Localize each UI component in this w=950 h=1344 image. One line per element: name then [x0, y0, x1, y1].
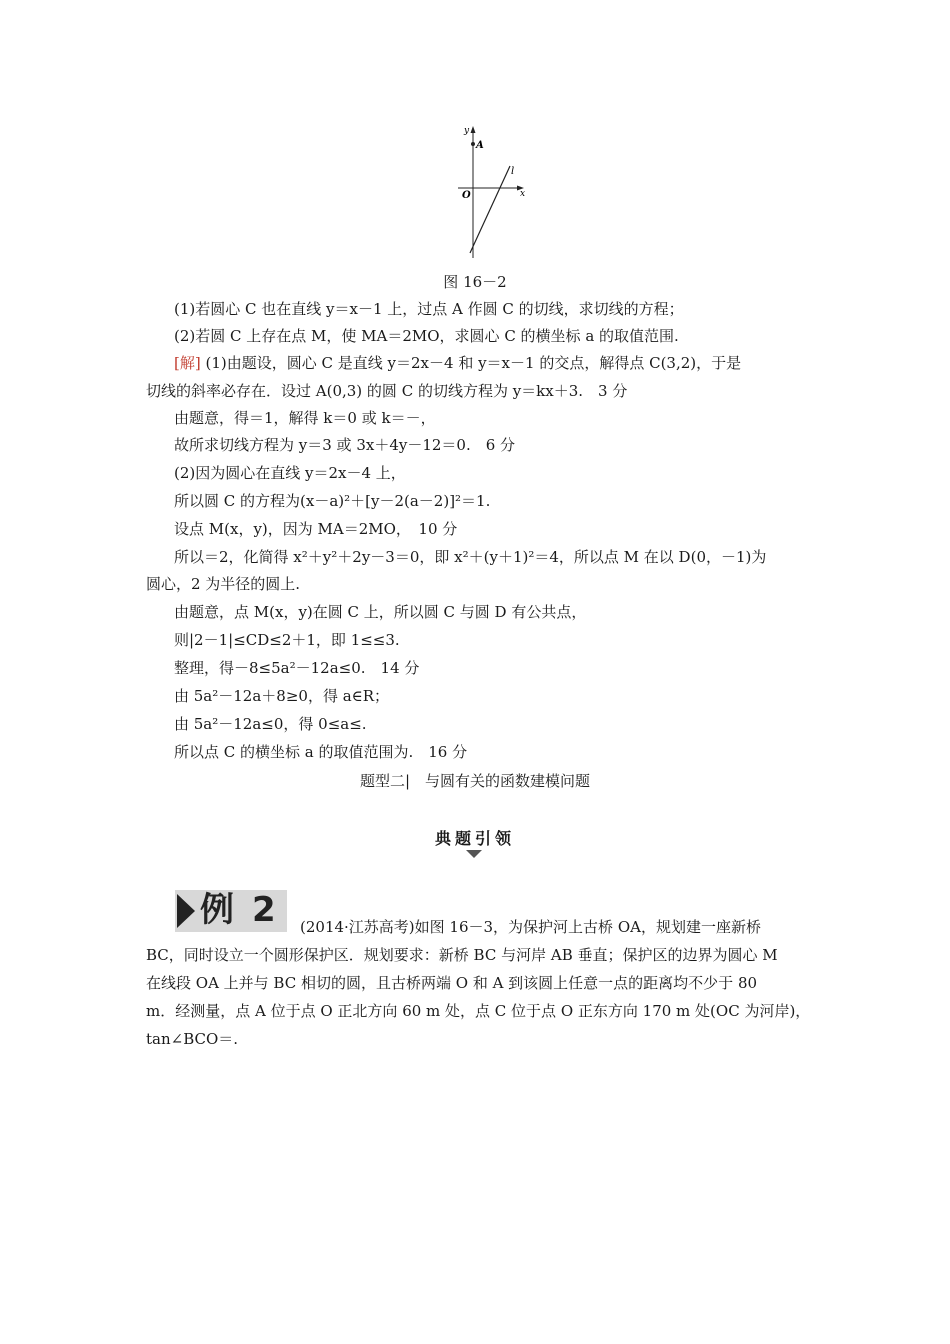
example-line: m．经测量，点 A 位于点 O 正北方向 60 m 处，点 C 位于点 O 正东方向 170 m 处(OC 为河岸)， — [146, 1002, 811, 1020]
text-line: 由 5a²－12a＋8≥0，得 a∈R； — [174, 687, 390, 705]
origin-label: O — [462, 190, 471, 201]
text-line: 所以圆 C 的方程为(x－a)²＋[y－2(a－2)]²＝1. — [174, 492, 491, 510]
example-line: (2014·江苏高考)如图 16－3，为保护河上古桥 OA，规划建一座新桥 — [300, 918, 761, 936]
solution-text: (1)由题设，圆心 C 是直线 y＝2x－4 和 y＝x－1 的交点，解得点 C(3,2)，于是 — [205, 354, 742, 372]
question-2: (2)若圆 C 上存在点 M，使 MA＝2MO，求圆心 C 的横坐标 a 的取值范围. — [174, 327, 679, 345]
coordinate-figure — [440, 118, 540, 268]
play-arrow-icon — [177, 894, 195, 928]
text-line: (2)因为圆心在直线 y＝2x－4 上， — [174, 464, 406, 482]
line-l — [470, 166, 510, 253]
solution-line — [174, 352, 741, 374]
example-line: BC，同时设立一个圆形保护区．规划要求：新桥 BC 与河岸 AB 垂直；保护区的边界为圆心 M — [146, 946, 778, 964]
figure-caption: 图 16－2 — [443, 273, 507, 291]
point-a-dot — [471, 142, 475, 146]
text-line: 整理，得－8≤5a²－12a≤0. 14 分 — [174, 659, 420, 677]
y-axis-arrow — [471, 126, 476, 133]
example-number: 2 — [252, 890, 276, 930]
example-line: 在线段 OA 上并与 BC 相切的圆，且古桥两端 O 和 A 到该圆上任意一点的距离均不少于 80 — [146, 974, 758, 992]
text-line: 圆心，2 为半径的圆上. — [146, 575, 301, 593]
question-1: (1)若圆心 C 也在直线 y＝x－1 上，过点 A 作圆 C 的切线，求切线的方程； — [174, 300, 684, 318]
text-line: 由题意，得＝1，解得 k＝0 或 k＝－， — [174, 409, 436, 427]
x-axis-label: x — [520, 189, 526, 199]
text-line: 则|2－1|≤CD≤2＋1，即 1≤≤3. — [174, 631, 400, 649]
section-triangle-icon — [466, 850, 482, 858]
text-line: 故所求切线方程为 y＝3 或 3x＋4y－12＝0. 6 分 — [174, 436, 516, 454]
text-line: 切线的斜率必存在．设过 A(0,3) 的圆 C 的切线方程为 y＝kx＋3. 3 分 — [146, 382, 628, 400]
example-label: 例 — [200, 890, 234, 930]
example-line: tan∠BCO＝. — [146, 1030, 239, 1048]
point-a-label: A — [476, 140, 484, 151]
y-axis-label: y — [464, 126, 470, 136]
text-line: 由 5a²－12a≤0，得 0≤a≤. — [174, 715, 367, 733]
text-line: 设点 M(x，y)，因为 MA＝2MO， 10 分 — [174, 520, 458, 538]
text-line: 由题意，点 M(x，y)在圆 C 上，所以圆 C 与圆 D 有公共点， — [174, 603, 587, 621]
text-line: 所以＝2，化简得 x²＋y²＋2y－3＝0，即 x²＋(y＋1)²＝4，所以点 M 在以 D(0，－1)为 — [174, 548, 767, 566]
line-l-label: l — [511, 166, 515, 177]
section-title: 典题引领 — [434, 829, 515, 848]
text-line: 所以点 C 的横坐标 a 的取值范围为. 16 分 — [174, 743, 468, 761]
solution-tag: [解] — [174, 354, 201, 372]
type2-heading: 题型二| 与圆有关的函数建模问题 — [359, 772, 591, 790]
